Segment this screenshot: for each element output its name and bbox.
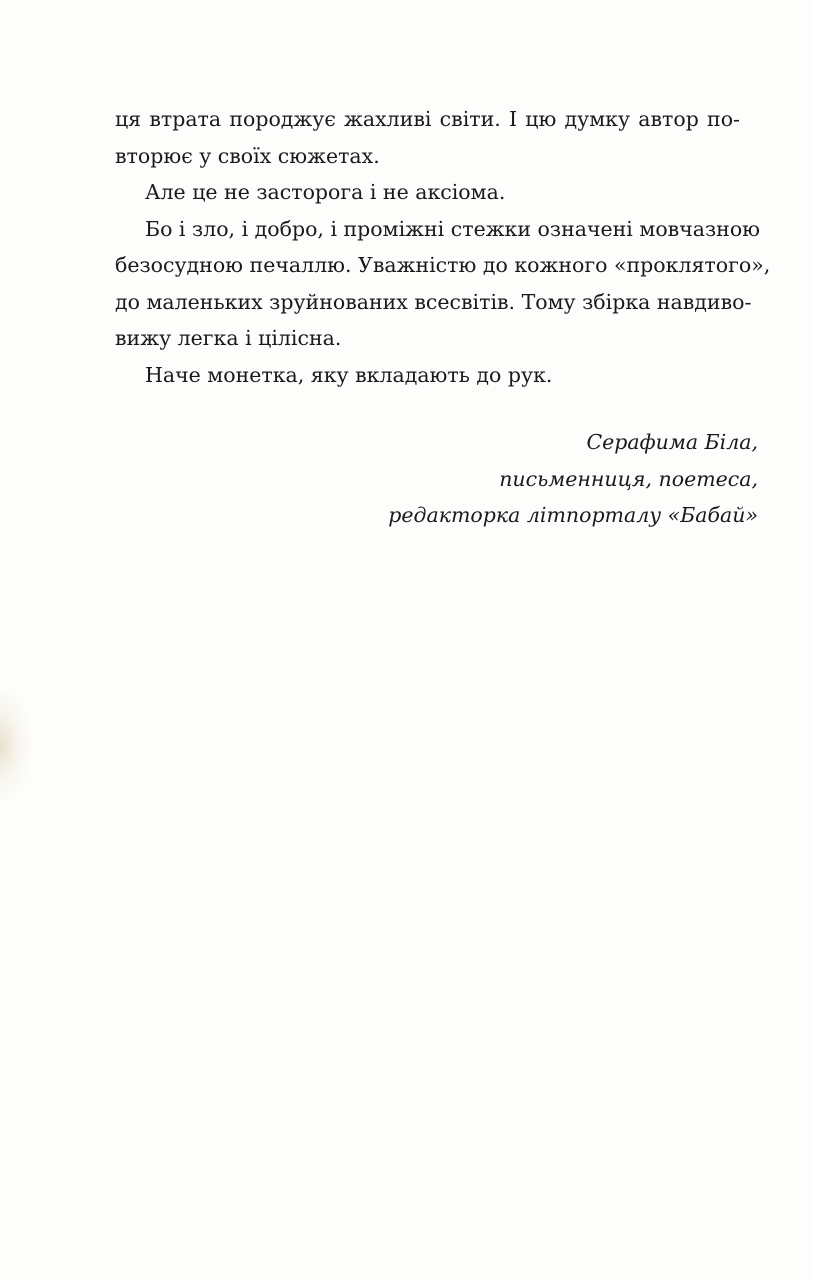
paragraph	[115, 357, 740, 394]
page-edge-shadow	[0, 690, 30, 800]
author-name: Серафима Біла,	[586, 430, 758, 454]
text-line: Але це не засторога і не аксіома.	[145, 180, 506, 204]
text-line: Бо і зло, і добро, і проміжні стежки означені мовчазною	[145, 216, 761, 241]
text-line: вторює у своїх сюжетах.	[115, 143, 380, 168]
author-position: редакторка літпорталу «Бабай»	[388, 503, 758, 527]
paragraph	[115, 101, 740, 174]
paragraph	[115, 174, 740, 211]
text-line: вижу легка і цілісна.	[115, 326, 342, 350]
signature-block	[258, 424, 758, 534]
text-line: ця втрата породжує жахливі світи. І цю думку автор по-	[115, 107, 740, 131]
text-line: до маленьких зруйнованих всесвітів. Тому збірка навдиво-	[115, 289, 752, 314]
paragraph	[115, 211, 771, 357]
text-line: безосудною печаллю. Уважністю до кожного «проклятого»,	[115, 253, 771, 277]
text-line: Наче монетка, яку вкладають до рук.	[145, 362, 553, 387]
body-text	[115, 101, 771, 393]
author-role: письменниця, поетеса,	[499, 466, 758, 491]
